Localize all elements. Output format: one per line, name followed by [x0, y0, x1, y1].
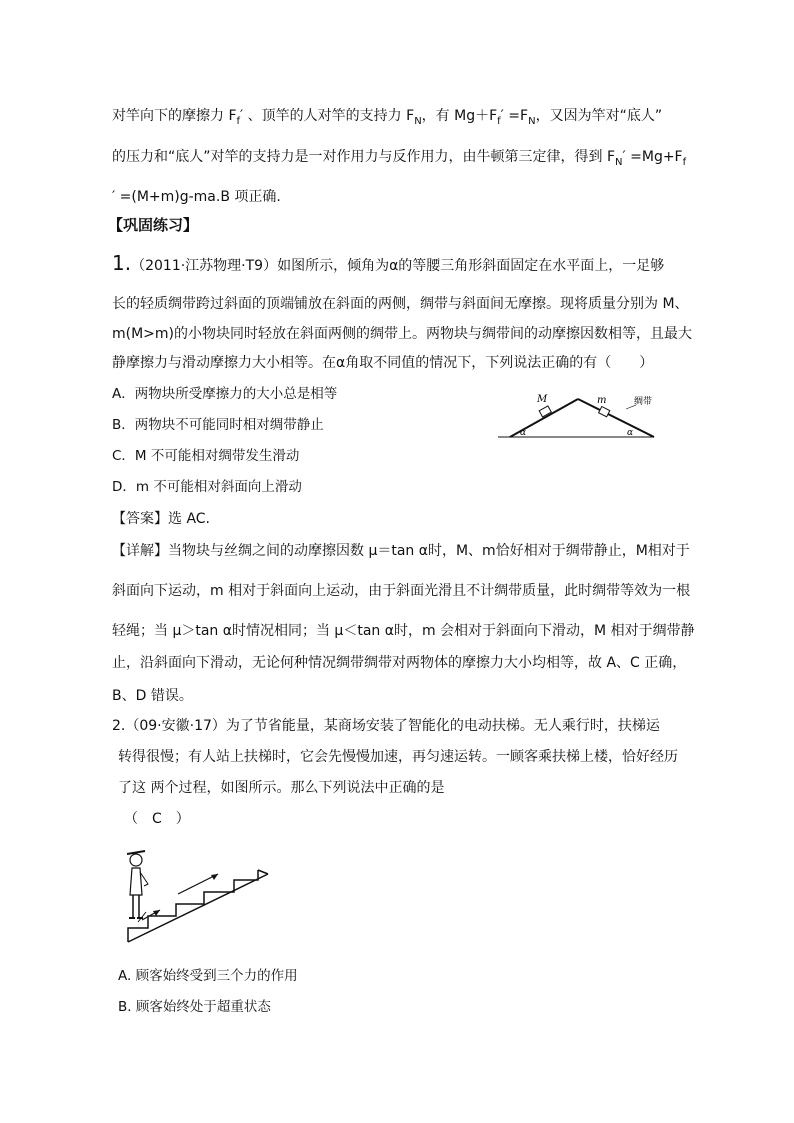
label-alpha-right: α	[627, 428, 634, 438]
option-b: B．两物块不可能同时相对绸带静止	[112, 417, 324, 433]
label-m: m	[597, 395, 607, 406]
incline-figure	[496, 386, 658, 442]
text-line	[112, 148, 686, 172]
text-span: ′ =F	[500, 108, 529, 124]
escalator-top-edge	[258, 870, 268, 874]
subscript: f	[497, 116, 501, 127]
detail-line-5: B、D 错误。	[112, 688, 193, 704]
option-b-q2: B. 顾客始终处于超重状态	[118, 999, 271, 1015]
text-span: （2011·江苏物理·T9）如图所示，倾角为α的等腰三角形斜面固定在水平面上，一足够	[131, 258, 665, 274]
text-span: ′ =Mg+F	[622, 149, 683, 165]
question-1-line-3: m(M>m)的小物块同时轻放在斜面两侧的绸带上。两物块与绸带间的动摩擦因数相等，且最大	[112, 326, 693, 342]
question-1-line-1	[112, 251, 665, 275]
text-span: 的压力和“底人”对竿的支持力是一对作用力与反作用力，由牛顿第三定律，得到 F	[112, 149, 616, 165]
option-a-q2: A. 顾客始终受到三个力的作用	[118, 968, 298, 984]
text-line	[112, 107, 662, 131]
answer-text: 【答案】选 AC.	[112, 511, 211, 527]
question-2-answer: （ C ）	[124, 811, 190, 827]
text-span: ，有 Mg＋F	[421, 108, 498, 124]
block-m	[599, 407, 610, 417]
escalator-steps	[128, 870, 258, 942]
label-M: M	[537, 394, 548, 405]
section-title: 【巩固练习】	[108, 216, 199, 234]
subscript: N	[414, 116, 422, 127]
label-alpha-left: α	[520, 428, 527, 438]
subscript: N	[528, 116, 536, 127]
option-c: C．M 不可能相对绸带发生滑动	[112, 448, 300, 464]
escalator-figure	[118, 840, 278, 946]
question-2-line-3: 了这 两个过程，如图所示。那么下列说法中正确的是	[118, 780, 445, 796]
detail-line-4: 止，沿斜面向下滑动，无论何种情况绸带绸带对两物体的摩擦力大小均相等，故 A、C 正确，	[112, 655, 687, 671]
subscript: N	[615, 157, 623, 168]
label-band: 绸带	[634, 397, 653, 407]
option-d: D．m 不可能相对斜面向上滑动	[112, 479, 302, 495]
subscript: f	[682, 157, 687, 168]
detail-line-3: 轻绳；当 μ＞tan α时情况相同；当 μ＜tan α时，m 会相对于斜面向下滑动，M 相对于绸带静	[112, 623, 695, 639]
detail-line-2: 斜面向下运动，m 相对于斜面向上运动，由于斜面光滑且不计绸带质量，此时绸带等效为一根	[112, 583, 691, 599]
text-span: ，又因为竿对“底人”	[535, 108, 663, 124]
question-1-line-4: 静摩擦力与滑动摩擦力大小相等。在α角取不同值的情况下，下列说法正确的有（ ）	[112, 355, 654, 371]
option-a: A．两物块所受摩擦力的大小总是相等	[112, 386, 338, 402]
question-number: 1.	[112, 251, 132, 275]
text-span: 对竿向下的摩擦力 F	[112, 108, 237, 124]
text-line: ′ =(M+m)g-ma.B 项正确.	[112, 189, 281, 205]
person-legs	[133, 895, 139, 918]
question-2-line-2: 转得很慢；有人站上扶梯时，它会先慢慢加速，再匀速运转。一顾客乘扶梯上楼，恰好经历	[118, 749, 678, 765]
person-head	[130, 854, 142, 866]
question-2-line-1: 2.（09·安徽·17）为了节省能量，某商场安装了智能化的电动扶梯。无人乘行时，扶梯运	[112, 718, 660, 734]
velocity-arrow	[178, 874, 218, 894]
question-1-line-2: 长的轻质绸带跨过斜面的顶端铺放在斜面的两侧，绸带与斜面间无摩擦。现将质量分别为 M、	[112, 296, 689, 312]
detail-line-1: 【详解】当物块与丝绸之间的动摩擦因数 μ＝tan α时，M、m恰好相对于绸带静止，M相对于	[112, 543, 690, 559]
band-pointer	[626, 405, 636, 409]
subscript: f	[236, 116, 241, 127]
text-span: ′ 、顶竿的人对竿的支持力 F	[240, 108, 415, 124]
